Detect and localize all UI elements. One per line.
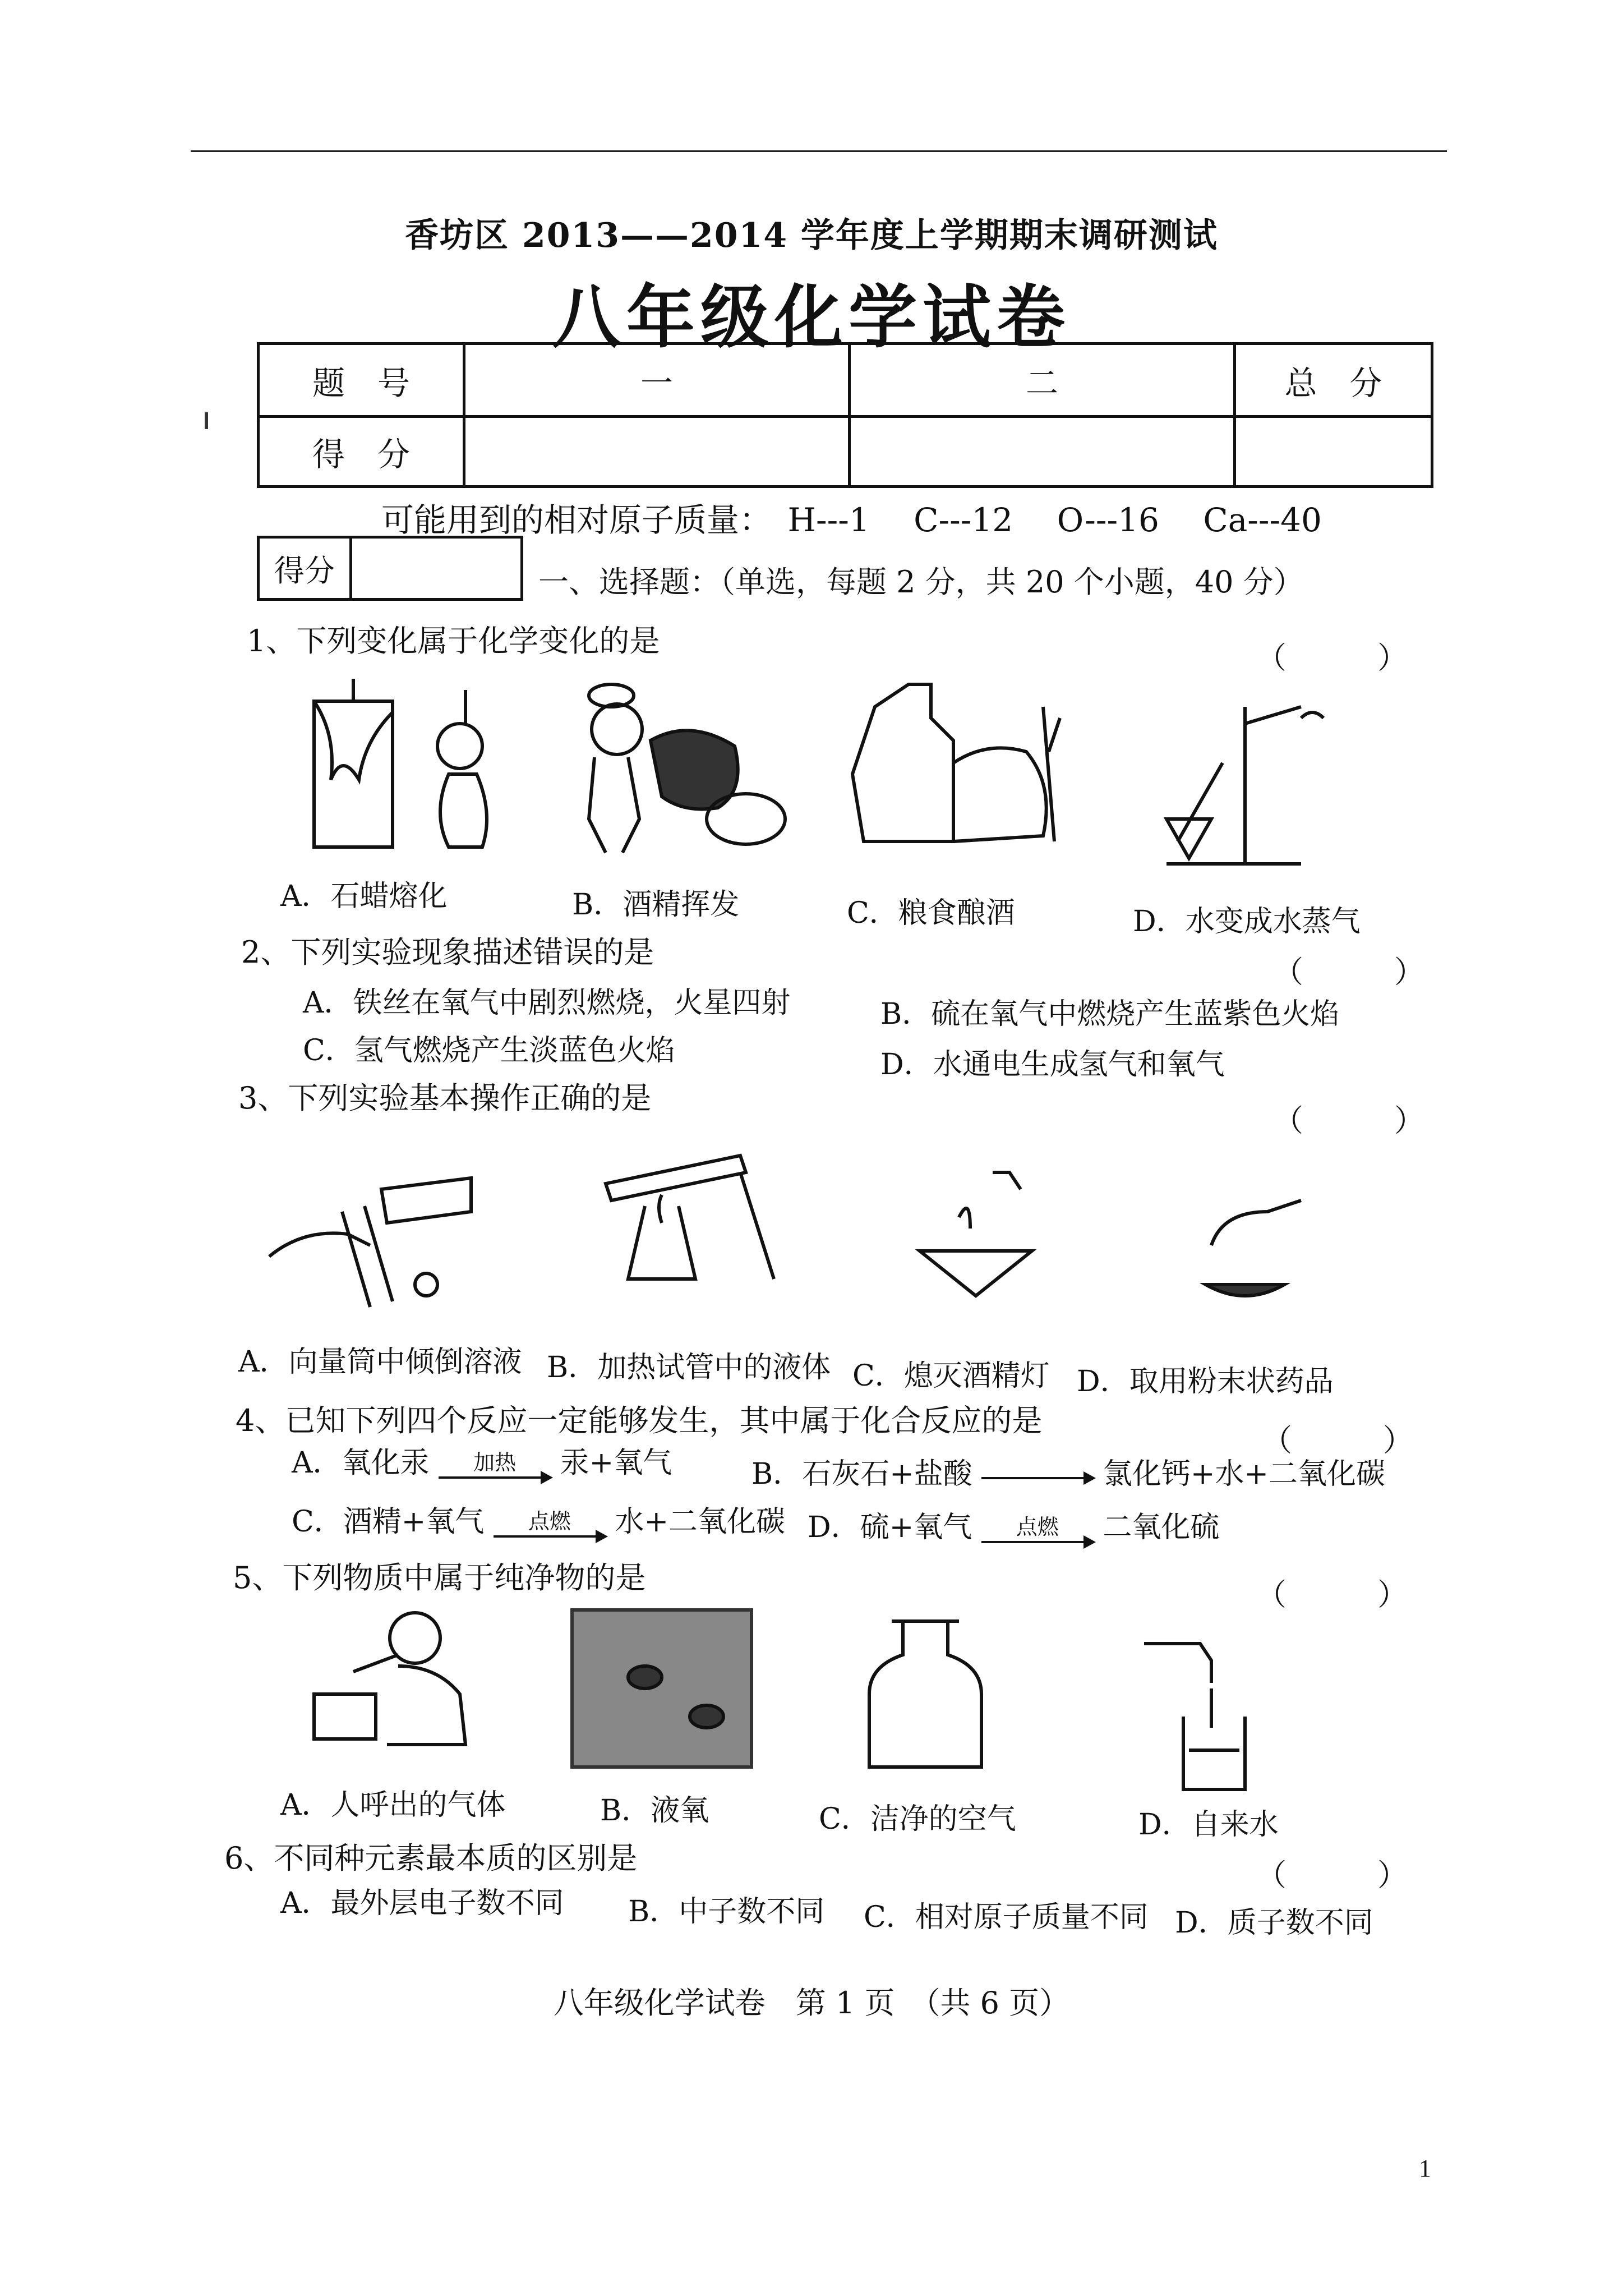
reaction-condition: 加热 xyxy=(473,1450,517,1475)
score-table-total: 总 分 xyxy=(1235,344,1432,417)
score-table-score-label: 得 分 xyxy=(259,417,464,487)
option-label: A．石蜡熔化 xyxy=(280,880,448,913)
atomic-mass-ca: Ca---40 xyxy=(1203,501,1322,539)
reaction-label: C． xyxy=(292,1505,343,1539)
reaction-condition: 点燃 xyxy=(1016,1514,1059,1539)
reaction-product: 二氧化硫 xyxy=(1103,1511,1220,1544)
option-label: C．相对原子质量不同 xyxy=(864,1901,1149,1934)
score-cell-part1 xyxy=(464,417,850,487)
reaction-reactant: 硫+氧气 xyxy=(860,1511,972,1544)
score-table-part2: 二 xyxy=(850,344,1235,417)
score-table xyxy=(257,342,1433,488)
exam-title: 八年级化学试卷 xyxy=(552,277,1071,357)
score-cell-total xyxy=(1235,417,1432,487)
exam-subtitle: 香坊区 2013——2014 学年度上学期期末调研测试 xyxy=(405,216,1218,255)
pour-cylinder-icon xyxy=(258,1144,494,1313)
score-table-part1: 一 xyxy=(464,344,850,417)
top-rule xyxy=(191,150,1447,152)
bottle-icon xyxy=(858,1616,993,1773)
reaction-arrow xyxy=(439,1452,551,1479)
option-label: C．洁净的空气 xyxy=(819,1802,1016,1836)
option-label: D．取用粉末状药品 xyxy=(1077,1365,1334,1398)
reaction-a xyxy=(292,1439,672,1481)
boiling-water-icon xyxy=(1133,696,1346,875)
option-label: B．加热试管中的液体 xyxy=(547,1351,831,1384)
answer-bracket: （ ） xyxy=(1256,1577,1408,1612)
reaction-reactant: 石灰石+盐酸 xyxy=(802,1457,972,1491)
option-label: B．液氧 xyxy=(600,1794,709,1828)
option-label: D．质子数不同 xyxy=(1175,1906,1373,1940)
section-score-label: 得分 xyxy=(260,539,352,598)
option-label: D．水变成水蒸气 xyxy=(1133,905,1361,938)
score-cell-part2 xyxy=(850,417,1235,487)
answer-bracket: （ ） xyxy=(1273,954,1424,990)
reaction-label: B． xyxy=(751,1457,803,1491)
option-label: C．熄灭酒精灯 xyxy=(852,1359,1050,1393)
reaction-c xyxy=(292,1498,785,1540)
option-label: B．中子数不同 xyxy=(628,1895,825,1929)
atomic-mass-o: O---16 xyxy=(1057,501,1159,539)
candle-icon xyxy=(280,668,516,869)
atomic-masses-prefix: 可能用到的相对原子质量： xyxy=(381,501,772,539)
liquid-oxygen-icon xyxy=(566,1604,757,1773)
answer-bracket: （ ） xyxy=(1262,1423,1413,1458)
atomic-mass-c: C---12 xyxy=(914,501,1013,539)
extinguish-lamp-icon xyxy=(909,1161,1043,1313)
reaction-product: 汞+氧气 xyxy=(560,1446,672,1480)
option-label: C．粮食酿酒 xyxy=(847,896,1015,930)
reaction-d xyxy=(808,1503,1219,1545)
tap-water-icon xyxy=(1133,1621,1279,1801)
question-stem: 6、不同种元素最本质的区别是 xyxy=(224,1841,638,1876)
reaction-product: 氯化钙+水+二氧化碳 xyxy=(1103,1457,1386,1491)
answer-bracket: （ ） xyxy=(1273,1103,1424,1138)
option-label: A．向量筒中倾倒溶液 xyxy=(238,1345,522,1379)
question-stem: 2、下列实验现象描述错误的是 xyxy=(241,935,654,970)
option-label: A．人呼出的气体 xyxy=(280,1788,506,1822)
score-table-header-label: 题 号 xyxy=(259,344,464,417)
question-stem: 3、下列实验基本操作正确的是 xyxy=(238,1080,652,1116)
reaction-product: 水+二氧化碳 xyxy=(615,1505,786,1539)
grain-wine-icon xyxy=(841,673,1077,864)
option-label: A．最外层电子数不同 xyxy=(280,1887,564,1920)
reaction-label: D． xyxy=(808,1511,860,1544)
question-stem: 4、已知下列四个反应一定能够发生，其中属于化合反应的是 xyxy=(236,1403,1043,1438)
atomic-mass-h: H---1 xyxy=(787,501,870,539)
option-label: D．水通电生成氢气和氧气 xyxy=(880,1048,1225,1082)
option-label: D．自来水 xyxy=(1138,1808,1279,1842)
reaction-arrow xyxy=(981,1516,1094,1543)
option-label: C．氢气燃烧产生淡蓝色火焰 xyxy=(303,1034,675,1068)
reaction-reactant: 酒精+氧气 xyxy=(343,1505,485,1539)
answer-bracket: （ ） xyxy=(1256,1857,1408,1893)
atomic-masses xyxy=(381,494,1355,541)
section-heading: 一、选择题：（单选，每题 2 分，共 20 个小题，40 分） xyxy=(538,564,1304,600)
question-stem: 1、下列变化属于化学变化的是 xyxy=(247,623,660,659)
question-stem: 5、下列物质中属于纯净物的是 xyxy=(233,1560,646,1595)
answer-bracket: （ ） xyxy=(1256,640,1408,675)
scan-mark xyxy=(205,412,208,429)
reaction-arrow xyxy=(494,1508,606,1538)
powder-icon xyxy=(1189,1189,1324,1313)
reaction-b xyxy=(751,1450,1385,1492)
option-label: B．硫在氧气中燃烧产生蓝紫色火焰 xyxy=(880,997,1340,1031)
reaction-arrow xyxy=(981,1474,1094,1479)
page-footer: 八年级化学试卷 第 1 页 （共 6 页） xyxy=(553,1985,1070,2021)
reaction-condition: 点燃 xyxy=(528,1508,571,1534)
section-score-box xyxy=(257,536,523,601)
reaction-reactant: 氧化汞 xyxy=(342,1446,430,1480)
option-label: A．铁丝在氧气中剧烈燃烧，火星四射 xyxy=(303,986,791,1020)
heat-tube-icon xyxy=(594,1144,819,1313)
page-number: 1 xyxy=(1419,2155,1431,2182)
breath-icon xyxy=(297,1604,488,1761)
option-label: B．酒精挥发 xyxy=(572,888,740,922)
reaction-label: A． xyxy=(292,1446,342,1480)
alcohol-evaporation-icon xyxy=(561,662,796,864)
